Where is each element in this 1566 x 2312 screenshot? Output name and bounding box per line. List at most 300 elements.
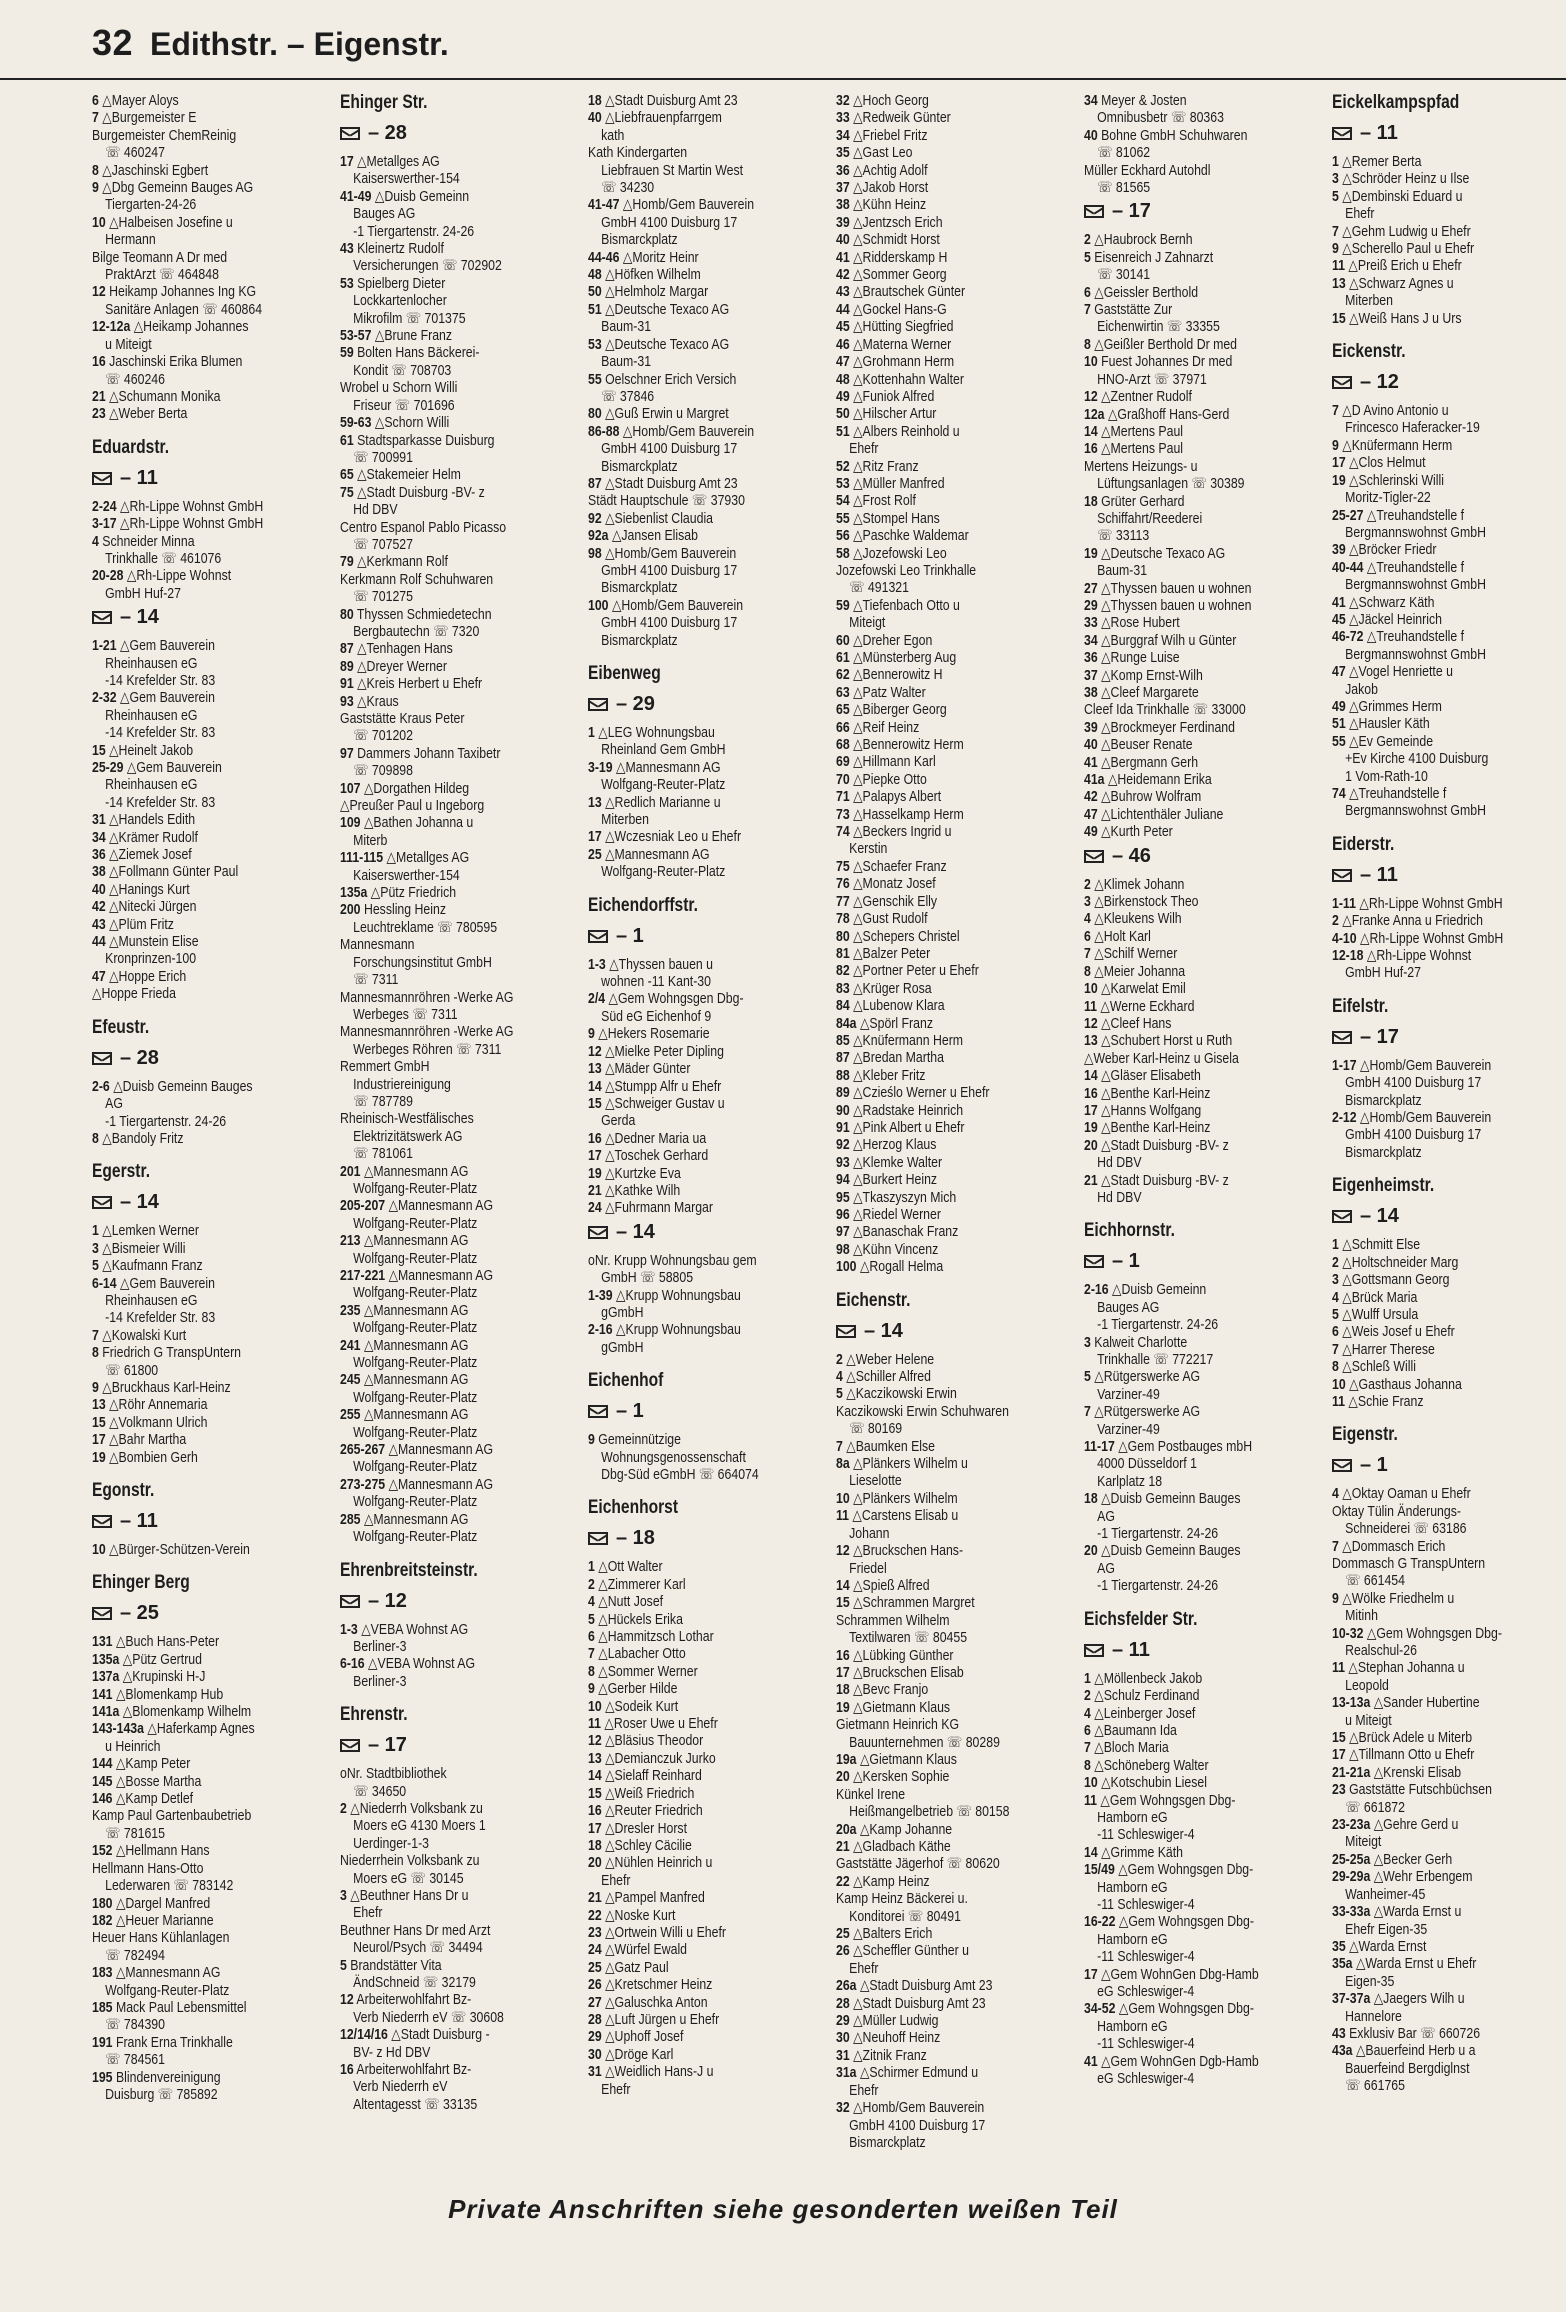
house-number: 9 — [92, 179, 99, 197]
directory-entry: 11 △Werne Eckhard — [1084, 997, 1195, 1015]
entry-continuation: ☏ 7311 — [353, 971, 399, 989]
house-number: 6-16 — [340, 1655, 365, 1673]
house-number: 89 — [340, 657, 354, 675]
directory-entry: 28 △Stadt Duisburg Amt 23 — [836, 1994, 986, 2012]
house-number: 84 — [836, 997, 850, 1015]
entry-continuation: Ehefr — [849, 1959, 879, 1977]
house-number: 20a — [836, 1820, 857, 1838]
house-number: 9 — [588, 1431, 595, 1449]
directory-entry: 13 △Schwarz Agnes u — [1332, 274, 1454, 292]
directory-entry: 3-17 △Rh-Lippe Wohnst GmbH — [92, 515, 264, 533]
house-number: 56 — [836, 527, 850, 545]
directory-entry: 100 △Homb/Gem Bauverein — [588, 596, 744, 614]
postal-district — [340, 1734, 572, 1757]
envelope-icon — [340, 127, 360, 140]
house-number: 88 — [836, 1066, 850, 1084]
house-number: 217-221 — [340, 1267, 386, 1284]
entry-continuation: GmbH Huf-27 — [1345, 964, 1421, 982]
entry-continuation: Trinkhalle ☏ 772217 — [1097, 1351, 1214, 1368]
entry-continuation: gGmbH — [601, 1338, 644, 1356]
entry-continuation: ☏ 34650 — [353, 1782, 407, 1800]
directory-entry: 16 △Lübking Günther — [836, 1646, 954, 1664]
house-number: 2-24 — [92, 497, 117, 515]
house-number: 76 — [836, 875, 850, 893]
house-number: 7 — [588, 1645, 595, 1663]
house-number: 44 — [836, 300, 850, 318]
house-number: 10-32 — [1332, 1624, 1364, 1642]
directory-entry: 35 △Warda Ernst — [1332, 1937, 1427, 1955]
house-number: 17 — [1332, 454, 1346, 472]
house-number: 28 — [588, 2010, 602, 2028]
directory-entry: 55 Oelschner Erich Versich — [588, 370, 737, 388]
house-number: 15 — [1332, 309, 1346, 327]
directory-entry: 36 △Achtig Adolf — [836, 161, 928, 179]
envelope-icon — [340, 1595, 360, 1608]
directory-entry: 144 △Kamp Peter — [92, 1755, 191, 1773]
directory-entry: 79 △Kerkmann Rolf — [340, 553, 448, 571]
house-number: 25 — [836, 1925, 850, 1943]
entry-continuation: ☏ 784390 — [105, 2016, 165, 2034]
house-number: 28 — [836, 1994, 850, 2012]
directory-entry: 2-6 △Duisb Gemeinn Bauges — [92, 1077, 253, 1095]
house-number: 2 — [1084, 1687, 1091, 1705]
directory-entry: 10 △Bürger-Schützen-Verein — [92, 1541, 250, 1558]
directory-entry: 53-57 △Brune Franz — [340, 327, 453, 345]
house-number: 19 — [1084, 1119, 1098, 1137]
postal-district — [92, 1602, 324, 1625]
house-number: 1 — [92, 1222, 99, 1240]
directory-entry: 47 △Grohmann Herm — [836, 353, 955, 371]
directory-entry: 47 △Hoppe Erich — [92, 967, 187, 985]
envelope-icon — [92, 472, 112, 485]
house-number: 33 — [836, 109, 850, 127]
house-number: 2/4 — [588, 990, 606, 1008]
directory-entry: 37-37a △Jaegers Wilh u — [1332, 1990, 1465, 2008]
house-number: 8 — [588, 1662, 595, 1680]
entry-continuation: ☏ 491321 — [849, 579, 909, 597]
entry-continuation: ☏ 81062 — [1097, 144, 1151, 162]
entry-continuation: Hamborn eG — [1097, 1930, 1168, 1948]
entry-continuation: Wohnungsgenossenschaft — [601, 1448, 746, 1466]
house-number: 53 — [340, 274, 354, 292]
directory-entry: 16 △Benthe Karl-Heinz — [1084, 1084, 1211, 1102]
directory-entry: 145 △Bosse Martha — [92, 1772, 202, 1790]
house-number: 75 — [836, 857, 850, 875]
directory-entry: 137a △Krupinski H-J — [92, 1668, 206, 1686]
entry-continuation: u Miteigt — [105, 335, 152, 353]
house-number: 14 — [1084, 422, 1098, 440]
directory-entry: 90 △Radstake Heinrich — [836, 1101, 964, 1119]
directory-entry: 135a △Pütz Gertrud — [92, 1650, 202, 1668]
directory-entry: 34-52 △Gem Wohngsgen Dbg- — [1084, 2000, 1254, 2018]
directory-entry: 63 △Patz Walter — [836, 683, 926, 701]
directory-entry: 47 △Lichtenthäler Juliane — [1084, 805, 1224, 823]
house-number: 43 — [92, 915, 106, 933]
directory-entry: 7 △D Avino Antonio u — [1332, 402, 1449, 420]
house-number: 21 — [1084, 1171, 1098, 1189]
entry-continuation: -14 Krefelder Str. 83 — [105, 1309, 216, 1327]
directory-entry: 14 △Stumpp Alfr u Ehefr — [588, 1077, 722, 1095]
house-number: 1-39 — [588, 1286, 613, 1304]
directory-entry: 96 △Riedel Werner — [836, 1206, 941, 1223]
envelope-icon — [588, 930, 608, 943]
house-number: 94 — [836, 1171, 850, 1189]
directory-entry: Kaczikowski Erwin Schuhwaren — [836, 1402, 1009, 1420]
house-number: 84a — [836, 1014, 857, 1032]
house-number: 1-17 — [1332, 1056, 1357, 1074]
directory-entry: △Hoppe Frieda — [92, 985, 176, 1003]
entry-continuation: Moritz-Tigler-22 — [1345, 489, 1431, 507]
street-heading: Ehinger Str. — [340, 92, 428, 113]
directory-entry: 23 Gaststätte Futschbüchsen — [1332, 1781, 1493, 1799]
house-number: 11 — [588, 1715, 602, 1733]
directory-entry: 4-10 △Rh-Lippe Wohnst GmbH — [1332, 929, 1504, 947]
street-heading: Eduardstr. — [92, 436, 170, 458]
house-number: 1-21 — [92, 637, 117, 655]
entry-continuation: Wolfgang-Reuter-Platz — [353, 1179, 478, 1197]
house-number: 27 — [1084, 579, 1098, 597]
house-number: 5 — [836, 1385, 843, 1403]
house-number: 10 — [1332, 1375, 1346, 1393]
house-number: 3 — [1084, 893, 1091, 911]
entry-continuation: Berliner-3 — [353, 1672, 407, 1690]
house-number: 3 — [1332, 1271, 1339, 1289]
directory-entry: 89 △Dreyer Werner — [340, 657, 447, 675]
house-number: 235 — [340, 1301, 361, 1319]
entry-continuation: +Ev Kirche 4100 Duisburg — [1345, 750, 1489, 768]
entry-continuation: Johann — [849, 1524, 890, 1542]
entry-continuation: Trinkhalle ☏ 461076 — [105, 549, 222, 567]
house-number: 58 — [836, 544, 850, 562]
house-number: 93 — [340, 692, 354, 710]
house-number: 21-21a — [1332, 1763, 1371, 1781]
directory-entry: 205-207 △Mannesmann AG — [340, 1197, 494, 1215]
house-number: 21 — [836, 1838, 850, 1855]
house-number: 26a — [836, 1977, 857, 1995]
entry-continuation: Wolfgang-Reuter-Platz — [353, 1354, 478, 1372]
directory-entry: 14 △Gläser Elisabeth — [1084, 1067, 1201, 1085]
house-number: 98 — [836, 1240, 850, 1258]
house-number: 70 — [836, 770, 850, 788]
house-number: 16 — [1084, 440, 1098, 458]
house-number: 42 — [1084, 788, 1098, 806]
postal-code: – 12 — [368, 1589, 407, 1612]
entry-continuation: ☏ 460246 — [105, 370, 165, 388]
entry-continuation: -1 Tiergartenstr. 24-26 — [105, 1112, 227, 1130]
house-number: 29 — [588, 2028, 602, 2046]
directory-entry: 20 △Duisb Gemeinn Bauges — [1084, 1542, 1241, 1560]
entry-continuation: -11 Schleswiger-4 — [1097, 2035, 1195, 2053]
entry-continuation: Bismarckplatz — [1345, 1091, 1422, 1109]
house-number: 42 — [836, 266, 850, 284]
entry-continuation: Moers eG 4130 Moers 1 — [353, 1817, 486, 1835]
entry-continuation: -1 Tiergartenstr. 24-26 — [1097, 1316, 1219, 1334]
directory-entry: 5 Brandstätter Vita — [340, 1956, 442, 1974]
directory-entry: Jozefowski Leo Trinkhalle — [836, 561, 977, 579]
entry-continuation: Altentagesst ☏ 33135 — [353, 2095, 478, 2113]
house-number: 7 — [92, 1326, 99, 1344]
house-number: 6-14 — [92, 1274, 117, 1292]
house-number: 35 — [836, 144, 850, 162]
entry-continuation: Hd DBV — [1097, 1154, 1142, 1172]
house-number: 2-12 — [1332, 1109, 1357, 1127]
house-number: 4 — [1332, 1288, 1339, 1306]
directory-entry: 48 △Kottenhahn Walter — [836, 370, 964, 388]
house-number: 36 — [1084, 649, 1098, 667]
envelope-icon — [1332, 127, 1352, 140]
house-number: 33-33a — [1332, 1903, 1371, 1921]
postal-code: – 11 — [120, 466, 158, 489]
directory-entry: 24 △Fuhrmann Margar — [588, 1199, 713, 1217]
entry-continuation: ☏ 782494 — [105, 1946, 165, 1964]
directory-entry: 11 △Stephan Johanna u — [1332, 1659, 1465, 1677]
postal-code: – 14 — [120, 1191, 159, 1214]
entry-continuation: Baum-31 — [1097, 562, 1148, 580]
directory-entry: 11 △Roser Uwe u Ehefr — [588, 1715, 718, 1733]
postal-district — [340, 122, 572, 145]
directory-entry: 152 △Hellmann Hans — [92, 1842, 210, 1860]
entry-continuation: AG — [1097, 1559, 1115, 1577]
directory-entry: 20-28 △Rh-Lippe Wohnst — [92, 567, 232, 585]
house-number: 2-32 — [92, 689, 117, 707]
house-number: 43 — [340, 240, 354, 258]
house-number: 15 — [588, 1094, 602, 1112]
street-heading: Ehinger Berg — [92, 1572, 190, 1594]
house-number: 31a — [836, 2064, 857, 2082]
directory-entry: 12 Heikamp Johannes Ing KG — [92, 283, 257, 301]
directory-entry: 8 △Jaschinski Egbert — [92, 161, 209, 179]
house-number: 49 — [1332, 697, 1346, 715]
directory-entry: 9 △Gerber Hilde — [588, 1680, 678, 1698]
directory-entry: 2 △Weber Helene — [836, 1350, 935, 1368]
entry-continuation: ☏ 34230 — [601, 179, 655, 197]
house-number: 95 — [836, 1188, 850, 1206]
directory-entry: 51 △Albers Reinhold u — [836, 422, 960, 440]
house-number: 43 — [1332, 2024, 1346, 2042]
house-number: 144 — [92, 1755, 113, 1773]
entry-continuation: Bergmannswohnst GmbH — [1345, 802, 1486, 820]
directory-entry: 111-115 △Metallges AG — [340, 849, 470, 867]
directory-entry: 21 △Schumann Monika — [92, 387, 221, 405]
directory-entry: 5 △Kaufmann Franz — [92, 1257, 203, 1275]
house-number: 26 — [588, 1976, 602, 1994]
house-number: 8 — [1332, 1358, 1339, 1376]
house-number: 6 — [1084, 1721, 1091, 1739]
entry-continuation: Eichenwirtin ☏ 33355 — [1097, 318, 1220, 336]
house-number: 40-44 — [1332, 558, 1364, 576]
entry-continuation: ÄndSchneid ☏ 32179 — [353, 1974, 476, 1991]
entry-continuation: ☏ 460247 — [105, 144, 165, 162]
street-heading: Eichenhof — [588, 1370, 664, 1392]
directory-entry: 4 △Brück Maria — [1332, 1288, 1418, 1306]
directory-entry: 31 △Handels Edith — [92, 811, 196, 829]
entry-continuation: ☏ 30141 — [1097, 266, 1151, 284]
house-number: 23-23a — [1332, 1816, 1371, 1834]
directory-entry: 44 △Gockel Hans-G — [836, 300, 947, 318]
house-number: 109 — [340, 814, 361, 832]
house-number: 3 — [92, 1239, 99, 1257]
house-number: 13 — [588, 793, 602, 811]
house-number: 41 — [1084, 753, 1098, 771]
house-number: 89 — [836, 1084, 850, 1102]
directory-entry: 191 Frank Erna Trinkhalle — [92, 2033, 233, 2051]
house-number: 9 — [588, 1680, 595, 1698]
entry-continuation: Wolfgang-Reuter-Platz — [353, 1214, 478, 1232]
directory-entry: 16 Jaschinski Erika Blumen — [92, 353, 243, 371]
entry-continuation: u Miteigt — [1345, 1711, 1392, 1729]
directory-entry: 4 △Leinberger Josef — [1084, 1704, 1196, 1722]
house-number: 5 — [340, 1956, 347, 1974]
house-number: 12-18 — [1332, 947, 1364, 965]
house-number: 7 — [1084, 945, 1091, 963]
house-number: 19 — [92, 1448, 106, 1466]
entry-continuation: Hermann — [105, 231, 156, 249]
entry-continuation: Rheinhausen eG — [105, 654, 198, 672]
entry-continuation: Eigen-35 — [1345, 1972, 1395, 1990]
house-number: 30 — [836, 2029, 850, 2047]
house-number: 50 — [588, 283, 602, 301]
directory-entry: 25 △Mannesmann AG — [588, 845, 710, 863]
directory-entry: 41 △Bergmann Gerh — [1084, 753, 1199, 771]
postal-code: – 1 — [616, 1400, 644, 1423]
footer-note: Private Anschriften siehe gesonderten weißen Teil — [448, 2194, 1118, 2224]
entry-continuation: Wolfgang-Reuter-Platz — [353, 1493, 478, 1511]
house-number: 15/49 — [1084, 1861, 1115, 1879]
house-number: 47 — [1084, 805, 1098, 823]
directory-entry: 19 △Bombien Gerh — [92, 1448, 198, 1466]
directory-entry: 15 △Volkmann Ulrich — [92, 1413, 208, 1431]
entry-continuation: -1 Tiergartenstr. 24-26 — [1097, 1525, 1219, 1543]
directory-entry: oNr. Stadtbibliothek — [340, 1765, 447, 1783]
directory-entry: 30 △Dröge Karl — [588, 2045, 674, 2063]
house-number: 43a — [1332, 2042, 1353, 2060]
house-number: 18 — [1084, 492, 1098, 510]
directory-entry: 146 △Kamp Detlef — [92, 1790, 194, 1808]
house-number: 23 — [92, 405, 106, 423]
directory-entry: 85 △Knüfermann Herm — [836, 1031, 964, 1049]
directory-entry: 107 △Dorgathen Hildeg — [340, 779, 470, 797]
directory-entry: Niederrhein Volksbank zu — [340, 1852, 480, 1870]
house-number: 14 — [836, 1576, 850, 1594]
envelope-icon — [1332, 376, 1352, 389]
house-number: 59 — [836, 596, 850, 614]
directory-entry: 23 △Ortwein Willi u Ehefr — [588, 1923, 726, 1941]
directory-entry: Centro Espanol Pablo Picasso — [340, 518, 507, 536]
directory-entry: 200 Hessling Heinz — [340, 901, 446, 919]
house-number: 12 — [92, 283, 106, 301]
envelope-icon — [588, 1405, 608, 1418]
directory-entry: 15 △Schrammen Margret — [836, 1594, 975, 1612]
directory-entry: 7 △Bloch Maria — [1084, 1739, 1169, 1757]
directory-entry: 19 △Kurtzke Eva — [588, 1164, 681, 1182]
postal-code: – 28 — [368, 122, 407, 144]
directory-entry: 87 △Stadt Duisburg Amt 23 — [588, 474, 738, 492]
house-number: 52 — [836, 457, 850, 475]
directory-entry: 80 △Schepers Christel — [836, 927, 960, 945]
directory-entry: 2/4 △Gem Wohngsgen Dbg- — [588, 990, 744, 1008]
entry-continuation: Varziner-49 — [1097, 1420, 1160, 1438]
entry-continuation: ☏ 37846 — [601, 387, 655, 405]
house-number: 51 — [588, 300, 602, 318]
directory-entry: 255 △Mannesmann AG — [340, 1406, 469, 1424]
house-number: 11 — [1332, 1659, 1346, 1677]
postal-code: – 11 — [1360, 122, 1398, 144]
directory-entry: 73 △Hasselkamp Herm — [836, 805, 964, 823]
directory-entry: 34 Meyer & Josten — [1084, 92, 1187, 109]
entry-continuation: GmbH ☏ 58805 — [601, 1269, 694, 1287]
house-number: 4 — [1332, 1485, 1339, 1503]
directory-entry: Kerkmann Rolf Schuhwaren — [340, 570, 494, 588]
directory-entry: 13 △Röhr Annemaria — [92, 1396, 208, 1414]
directory-entry: 27 △Thyssen bauen u wohnen — [1084, 579, 1252, 597]
entry-continuation: Moers eG ☏ 30145 — [353, 1869, 464, 1887]
directory-entry: 9 △Wölke Friedhelm u — [1332, 1589, 1455, 1607]
house-number: 38 — [92, 863, 106, 881]
directory-entry: Dommasch G TranspUntern — [1332, 1554, 1486, 1572]
house-number: 53-57 — [340, 327, 372, 345]
directory-entry: 62 △Bennerowitz H — [836, 666, 943, 684]
directory-entry: 185 Mack Paul Lebensmittel — [92, 1998, 247, 2016]
directory-entry: 143-143a △Haferkamp Agnes — [92, 1720, 255, 1738]
entry-continuation: Wanheimer-45 — [1345, 1885, 1426, 1903]
house-number: 25-27 — [1332, 506, 1364, 524]
house-number: 3 — [1084, 1333, 1091, 1351]
postal-code: – 14 — [616, 1220, 655, 1243]
directory-entry: Mannesmannröhren -Werke AG — [340, 988, 514, 1006]
entry-continuation: Hd DBV — [1097, 1188, 1142, 1206]
postal-district — [92, 1510, 324, 1533]
house-number: 78 — [836, 910, 850, 928]
house-number: 2 — [1084, 875, 1091, 893]
postal-code: – 17 — [368, 1734, 407, 1757]
directory-entry: 49 △Grimmes Herm — [1332, 697, 1442, 715]
house-number: 13 — [1084, 1032, 1098, 1050]
directory-entry: Kamp Heinz Bäckerei u. — [836, 1890, 968, 1908]
house-number: 2-16 — [588, 1321, 613, 1339]
house-number: 59 — [340, 344, 354, 362]
entry-continuation: ☏ 661765 — [1345, 2077, 1405, 2095]
directory-entry: 69 △Hillmann Karl — [836, 753, 936, 771]
directory-entry: Müller Eckhard Autohdl — [1084, 161, 1211, 179]
directory-entry: 66 △Reif Heinz — [836, 718, 920, 736]
entry-continuation: eG Schleswiger-4 — [1097, 2070, 1195, 2088]
house-number: 2 — [340, 1799, 347, 1817]
entry-continuation: Bergmannswohnst GmbH — [1345, 523, 1486, 541]
house-number: 18 — [836, 1681, 850, 1699]
house-number: 20 — [1084, 1136, 1098, 1154]
house-number: 47 — [836, 353, 850, 371]
entry-continuation: -14 Krefelder Str. 83 — [105, 671, 216, 689]
directory-entry: 6 △Mayer Aloys — [92, 92, 179, 109]
house-number: 12 — [1084, 388, 1098, 406]
street-heading: Eichhornstr. — [1084, 1220, 1175, 1242]
directory-entry: 7 △Dommasch Erich — [1332, 1537, 1446, 1555]
postal-code: – 17 — [1360, 1025, 1399, 1048]
directory-entry: 32 △Homb/Gem Bauverein — [836, 2099, 985, 2117]
directory-entry: Mertens Heizungs- u — [1084, 457, 1198, 475]
house-number: 245 — [340, 1371, 361, 1389]
directory-entry: 10 Fuest Johannes Dr med — [1084, 353, 1233, 371]
directory-entry: 5 △Hückels Erika — [588, 1610, 683, 1628]
street-heading: Eickelkampspfad — [1332, 92, 1460, 113]
house-number: 32 — [836, 2099, 850, 2117]
entry-continuation: Wolfgang-Reuter-Platz — [353, 1458, 478, 1476]
entry-continuation: ☏ 781061 — [353, 1145, 413, 1163]
house-number: 3 — [340, 1886, 347, 1904]
directory-entry: 19a △Gietmann Klaus — [836, 1750, 957, 1768]
house-number: 91 — [836, 1118, 850, 1136]
house-number: 97 — [836, 1223, 850, 1241]
